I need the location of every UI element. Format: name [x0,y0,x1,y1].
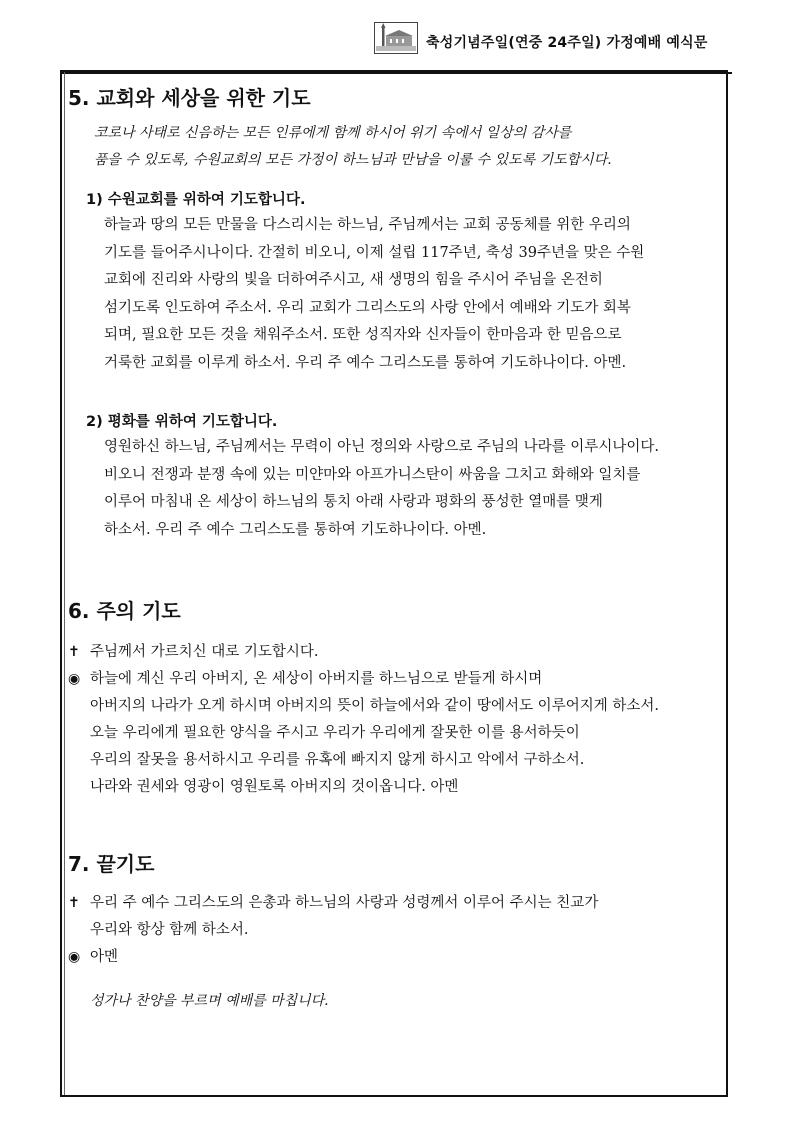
closing-leader-line: ✝ 우리 주 예수 그리스도의 은총과 하느님의 사랑과 성령께서 이루어 주시는 친교가 [68,895,599,911]
section-6-heading: 6. 주의 기도 [68,599,181,623]
prayer-1-body [104,212,724,377]
lords-prayer-leader-line: ✝ 주님께서 가르치신 대로 기도합시다. [68,644,319,660]
prayer-1-line: 섬기도록 인도하여 주소서. 우리 교회가 그리스도의 사랑 안에서 예배와 기도가 회복 [104,299,631,316]
closing-instruction: 성가나 찬양을 부르며 예배를 마칩니다. [90,993,329,1009]
prayer-1-line: 기도를 들어주시나이다. 간절히 비오니, 이제 설립 117주년, 축성 39주년을 맞은 수원 [104,244,645,261]
prayer-2-line: 이루어 마침내 온 세상이 하느님의 통치 아래 사랑과 평화의 풍성한 열매를 맺게 [104,494,603,510]
section-5-intro-line-2: 품을 수 있도록, 수원교회의 모든 가정이 하느님과 만남을 이룰 수 있도록 기도합시다. [94,152,612,168]
lords-prayer-line: 아버지의 나라가 오게 하시며 아버지의 뜻이 하늘에서와 같이 땅에서도 이루어지게 하소서. [90,698,659,714]
lords-prayer-people-line: ◉ 하늘에 계신 우리 아버지, 온 세상이 아버지를 하느님으로 받들게 하시며 [68,671,543,687]
page-header [0,18,793,58]
prayer-2-line: 비오니 전쟁과 분쟁 속에 있는 미얀마와 아프가니스탄이 싸움을 그치고 화해와 일치를 [104,466,641,483]
prayer-1-title: 1) 수원교회를 위하여 기도합니다. [86,192,306,208]
closing-leader-line-2: 우리와 항상 함께 하소서. [90,922,249,938]
section-5-intro-line-1: 코로나 사태로 신음하는 모든 인류에게 함께 하시어 위기 속에서 일상의 감사를 [94,125,572,141]
section-7-heading: 7. 끝기도 [68,852,155,876]
prayer-1-line: 하늘과 땅의 모든 만물을 다스리시는 하느님, 주님께서는 교회 공동체를 위한 우리의 [104,217,631,233]
lords-prayer-line: 오늘 우리에게 필요한 양식을 주시고 우리가 우리에게 잘못한 이를 용서하듯이 [90,725,580,741]
prayer-1-line: 거룩한 교회를 이루게 하소서. 우리 주 예수 그리스도를 통하여 기도하나이다. 아멘. [104,354,627,371]
church-logo-icon [374,22,418,54]
prayer-2-body [104,434,724,544]
prayer-1-line: 교회에 진리와 사랑의 빛을 더하여주시고, 새 생명의 힘을 주시어 주님을 온전히 [104,272,603,288]
bullseye-icon: ◉ [68,671,81,687]
frame-inner-line [64,72,65,1095]
prayer-2-line: 영원하신 하느님, 주님께서는 무력이 아닌 정의와 사랑으로 주님의 나라를 이루시나이다. [104,439,659,455]
document-title: 축성기념주일(연중 24주일) 가정예배 예식문 [426,35,708,51]
section-5-heading: 5. 교회와 세상을 위한 기도 [68,86,311,110]
lords-prayer-line: 나라와 권세와 영광이 영원토록 아버지의 것이옵니다. 아멘 [90,779,459,795]
closing-people-line: ◉ 아멘 [68,949,119,965]
prayer-1-line: 되며, 필요한 모든 것을 채워주소서. 또한 성직자와 신자들이 한마음과 한 믿음으로 [104,327,622,343]
cross-icon: ✝ [68,644,80,660]
prayer-2-title: 2) 평화를 위하여 기도합니다. [86,414,278,430]
lords-prayer-line: 우리의 잘못을 용서하시고 우리를 유혹에 빠지지 않게 하시고 악에서 구하소서. [90,752,585,768]
cross-icon: ✝ [68,895,80,911]
bullseye-icon: ◉ [68,949,81,965]
prayer-2-line: 하소서. 우리 주 예수 그리스도를 통하여 기도하나이다. 아멘. [104,521,487,538]
